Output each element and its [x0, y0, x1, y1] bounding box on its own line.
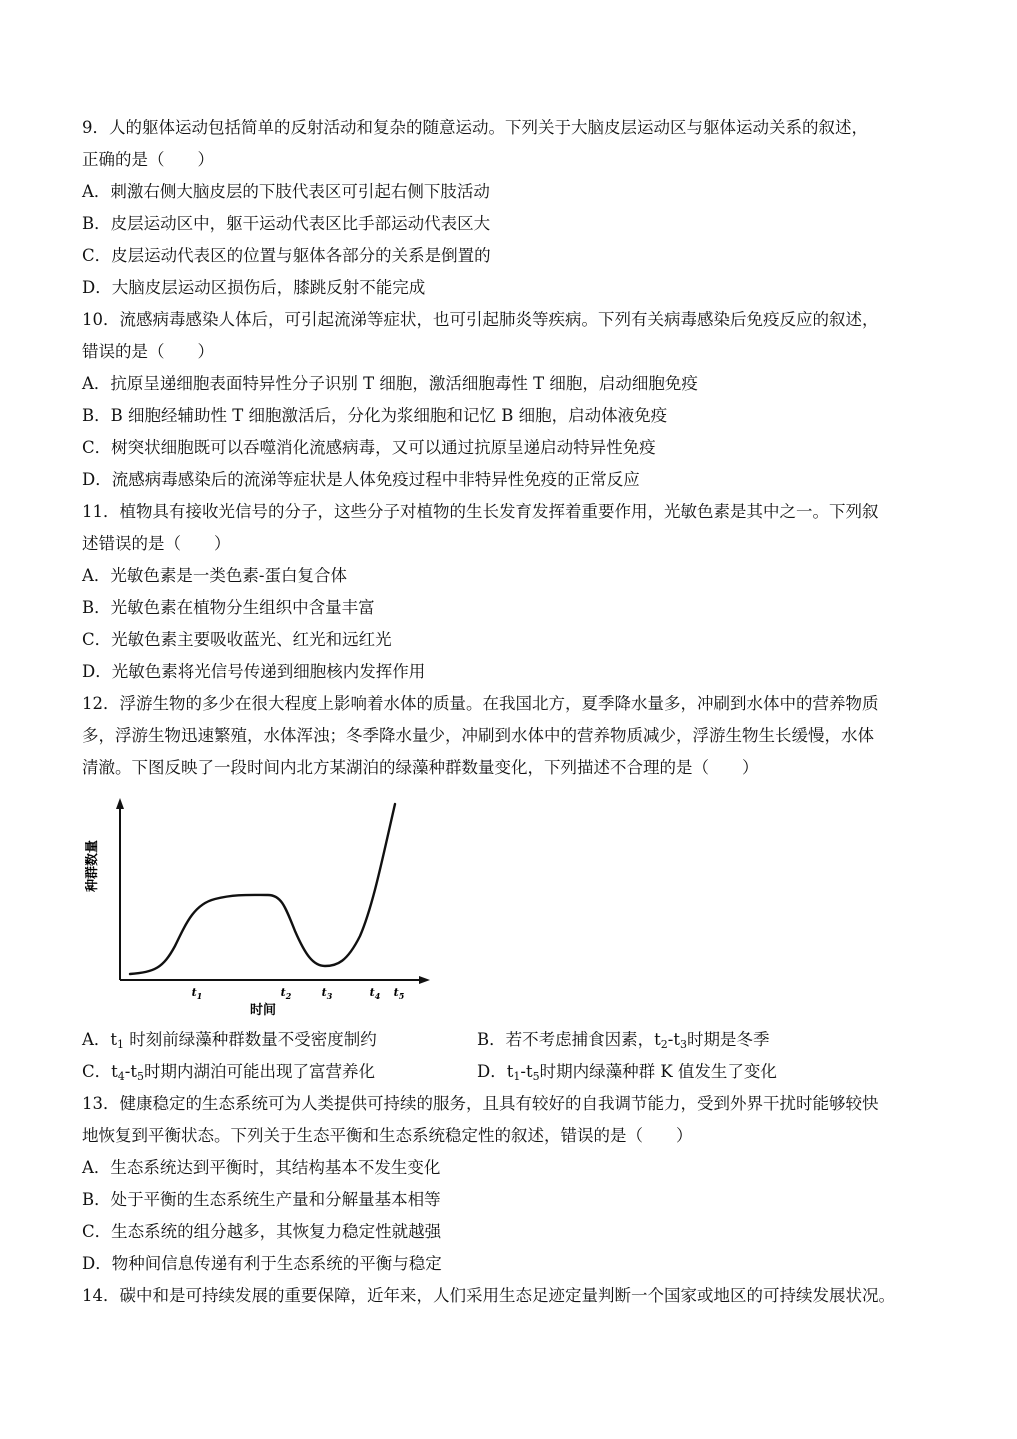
q12-option-b-text: B．若不考虑捕食因素，t	[477, 1030, 661, 1049]
q13-stem-line1: 13．健康稳定的生态系统可为人类提供可持续的服务，且具有较好的自我调节能力，受到外界干扰时能够较快	[82, 1094, 879, 1113]
q12-option-a	[82, 1024, 377, 1056]
subscript: 5	[136, 1070, 144, 1083]
q9-stem-line1: 9．人的躯体运动包括简单的反射活动和复杂的随意运动。下列关于大脑皮层运动区与躯体运动关系的叙述，	[82, 118, 868, 137]
x-tick-labels	[192, 986, 405, 1001]
q12-option-c-dash: -t	[124, 1062, 137, 1081]
q10-option-a: A．抗原呈递细胞表面特异性分子识别 T 细胞，激活细胞毒性 T 细胞，启动细胞免疫	[82, 374, 698, 393]
q9-option-c: C．皮层运动代表区的位置与躯体各部分的关系是倒置的	[82, 246, 491, 265]
x-tick-label-t4: $t_4$	[369, 986, 381, 1001]
q11-stem-line2: 述错误的是（ ）	[82, 534, 231, 553]
subscript: 4	[117, 1070, 125, 1083]
x-axis	[120, 976, 430, 984]
x-axis-label: 时间	[249, 1003, 277, 1018]
q11-option-a: A．光敏色素是一类色素-蛋白复合体	[82, 566, 347, 585]
q12-option-d-text: D．t	[477, 1062, 514, 1081]
q13-stem-line2: 地恢复到平衡状态。下列关于生态平衡和生态系统稳定性的叙述，错误的是（ ）	[82, 1126, 693, 1145]
q13-option-b: B．处于平衡的生态系统生产量和分解量基本相等	[82, 1190, 441, 1209]
y-axis-label: 种群数量	[85, 839, 100, 893]
q12-stem-line3: 清澈。下图反映了一段时间内北方某湖泊的绿藻种群数量变化，下列描述不合理的是（ ）	[82, 758, 759, 777]
population-chart	[85, 796, 440, 1028]
q12-option-b-dash: -t	[667, 1030, 680, 1049]
q10-stem-line1: 10．流感病毒感染人体后，可引起流涕等症状，也可引起肺炎等疾病。下列有关病毒感染后免疫反应的叙述，	[82, 310, 879, 329]
q13-option-c: C．生态系统的组分越多，其恢复力稳定性就越强	[82, 1222, 442, 1241]
x-tick-label-t1: $t_1$	[191, 986, 203, 1001]
q10-stem-line2: 错误的是（ ）	[82, 342, 214, 361]
q11-option-b: B．光敏色素在植物分生组织中含量丰富	[82, 598, 375, 617]
q13-option-d: D．物种间信息传递有利于生态系统的平衡与稳定	[82, 1254, 442, 1273]
q12-option-c	[82, 1056, 375, 1088]
subscript: 3	[679, 1038, 687, 1051]
x-tick-label-t3: $t_3$	[321, 986, 333, 1001]
q9-option-a: A．刺激右侧大脑皮层的下肢代表区可引起右侧下肢活动	[82, 182, 490, 201]
q12-option-a-rest: 时刻前绿藻种群数量不受密度制约	[124, 1030, 377, 1049]
q10-option-b: B．B 细胞经辅助性 T 细胞激活后，分化为浆细胞和记忆 B 细胞，启动体液免疫	[82, 406, 668, 425]
q12-stem-line2: 多，浮游生物迅速繁殖，水体浑浊；冬季降水量少，冲刷到水体中的营养物质减少，浮游生物生长缓慢，水体	[82, 726, 874, 745]
population-curve	[130, 804, 395, 974]
x-tick-label-t2: $t_2$	[280, 986, 292, 1001]
q10-option-d: D．流感病毒感染后的流涕等症状是人体免疫过程中非特异性免疫的正常反应	[82, 470, 640, 489]
q12-option-b-rest: 时期是冬季	[686, 1030, 770, 1049]
q12-option-d	[477, 1056, 777, 1088]
subscript: 1	[117, 1038, 125, 1051]
subscript: 2	[660, 1038, 668, 1051]
q12-option-b	[477, 1024, 769, 1056]
q9-option-b: B．皮层运动区中，躯干运动代表区比手部运动代表区大	[82, 214, 491, 233]
y-axis	[116, 798, 124, 980]
q9-stem-line2: 正确的是（ ）	[82, 150, 214, 169]
q12-option-a-text: A．t	[82, 1030, 118, 1049]
x-tick-label-t5: $t_5$	[393, 986, 405, 1001]
q11-option-c: C．光敏色素主要吸收蓝光、红光和远红光	[82, 630, 392, 649]
q11-stem-line1: 11．植物具有接收光信号的分子，这些分子对植物的生长发育发挥着重要作用，光敏色素是其中之一。下列叙	[82, 502, 879, 521]
q12-stem-line1: 12．浮游生物的多少在很大程度上影响着水体的质量。在我国北方，夏季降水量多，冲刷到水体中的营养物质	[82, 694, 879, 713]
q10-option-c: C．树突状细胞既可以吞噬消化流感病毒，又可以通过抗原呈递启动特异性免疫	[82, 438, 656, 457]
q12-option-d-rest: 时期内绿藻种群 K 值发生了变化	[539, 1062, 777, 1081]
q9-option-d: D．大脑皮层运动区损伤后，膝跳反射不能完成	[82, 278, 426, 297]
q14-stem-line1: 14．碳中和是可持续发展的重要保障，近年来，人们采用生态足迹定量判断一个国家或地区的可持续发展状况。	[82, 1286, 895, 1305]
q13-option-a: A．生态系统达到平衡时，其结构基本不发生变化	[82, 1158, 441, 1177]
q12-option-d-dash: -t	[520, 1062, 533, 1081]
q12-option-c-rest: 时期内湖泊可能出现了富营养化	[143, 1062, 375, 1081]
q11-option-d: D．光敏色素将光信号传递到细胞核内发挥作用	[82, 662, 426, 681]
subscript: 5	[532, 1070, 540, 1083]
q12-option-c-text: C．t	[82, 1062, 118, 1081]
subscript: 1	[513, 1070, 521, 1083]
